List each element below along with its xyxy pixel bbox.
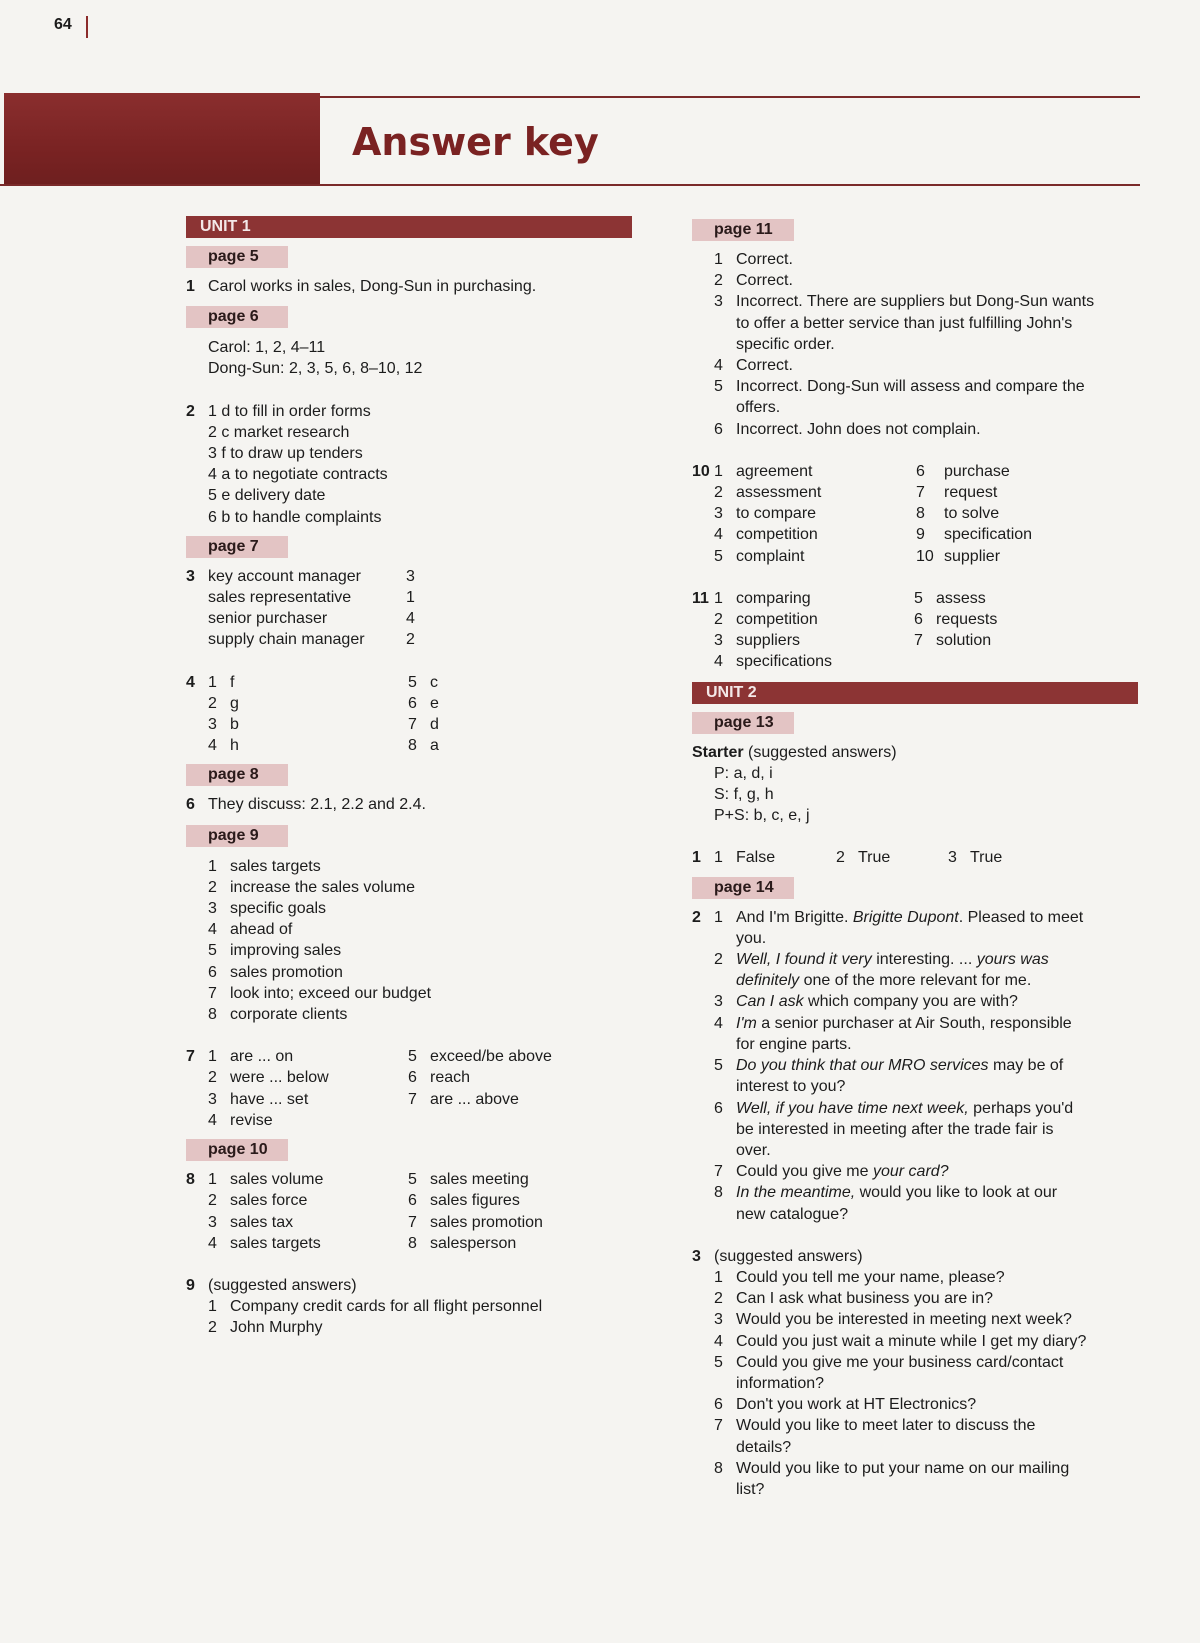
page-11-label: page 11 <box>692 219 794 241</box>
answer-3: 3 key account manager 3 sales representative 1 senior purchaser 4 supply chain manager 2 <box>186 567 415 649</box>
unit-1-heading: UNIT 1 <box>186 216 632 238</box>
answer-10: 10 1 agreement 6 purchase 2 assessment 7 request 3 to compare 8 to solve 4 competition 9 specification 5 complaint 10 supplier <box>692 462 1033 565</box>
page-number: 64 <box>54 16 72 33</box>
page-6-label: page 6 <box>186 306 288 328</box>
answer-11: 11 1 comparing 5 assess 2 competition 6 requests 3 suppliers 7 solution 4 specifications <box>692 589 998 671</box>
page-9-list: 1 sales targets 2 increase the sales volume 3 specific goals 4 ahead of 5 improving sales 6 sales promotion 7 look into; exceed our budget 8 corporate clients <box>208 857 432 1024</box>
page-14-label: page 14 <box>692 877 794 899</box>
page-9-label: page 9 <box>186 825 288 847</box>
unit-2-answer-2: 2 1 And I'm Brigitte. Brigitte Dupont. Pleased to meet you. 2 Well, I found it very interesting. ... yours was definitely one of the more relevant for me. 3 Can I ask which company you are with? 4 I'm a senior purchaser at Air South, responsible for engine parts. 5 Do you think that our MRO services may be of interest to you? 6 Well, if you have time next week, perhaps you'd be interested in meeting after the trade fair is over. 7 Could you give me your card? 8 In the meantime, would you like to look at our new catalogue? <box>692 908 1084 1223</box>
answer-9: 9 (suggested answers) 1 Company credit cards for all flight personnel 2 John Murphy <box>186 1276 543 1337</box>
answer-1: 1 Carol works in sales, Dong-Sun in purchasing. <box>186 278 537 295</box>
right-column <box>692 219 1138 1500</box>
unit-2-heading: UNIT 2 <box>692 682 1138 704</box>
answer-8: 8 1 sales volume 5 sales meeting 2 sales force 6 sales figures 3 sales tax 7 sales promotion 4 sales targets 8 salesperson <box>186 1171 543 1252</box>
starter: Starter (suggested answers) P: a, d, i S: f, g, h P+S: b, c, e, j <box>692 743 897 825</box>
unit-2-answer-1: 1 1 False 2 True 3 True <box>692 849 1003 867</box>
header-bottom-rule <box>0 184 1140 186</box>
page-11-list: 1 Correct. 2 Correct. 3 Incorrect. There are suppliers but Dong-Sun wants to offer a better service than just fulfilling John's specific order. 4 Correct. 5 Incorrect. Dong-Sun will assess and compare the offers. 6 Incorrect. John does not complain. <box>714 251 1095 438</box>
page-8-label: page 8 <box>186 764 288 786</box>
header-banner <box>4 93 320 185</box>
page-13-label: page 13 <box>692 712 794 734</box>
page-7-label: page 7 <box>186 536 288 558</box>
page-number-divider <box>86 16 88 38</box>
answer-7: 7 1 are ... on 5 exceed/be above 2 were ... below 6 reach 3 have ... set 7 are ... above 4 revise <box>186 1048 552 1129</box>
dongsun-line: Dong-Sun: 2, 3, 5, 6, 8–10, 12 <box>208 360 423 378</box>
page-title: Answer key <box>352 120 599 164</box>
page-5-label: page 5 <box>186 246 288 268</box>
answer-2: 2 1 d to fill in order forms 2 c market research 3 f to draw up tenders 4 a to negotiate contracts 5 e delivery date 6 b to handle complaints <box>186 402 388 526</box>
page-10-label: page 10 <box>186 1139 288 1161</box>
carol-line: Carol: 1, 2, 4–11 <box>208 339 326 357</box>
left-column <box>186 216 632 1339</box>
unit-2-answer-3: 3 (suggested answers) 1 Could you tell me your name, please? 2 Can I ask what business you are in? 3 Would you be interested in meeting next week? 4 Could you just wait a minute while I get my diary? 5 Could you give me your business card/contact information? 6 Don't you work at HT Electronics? 7 Would you like to meet later to discuss the details? 8 Would you like to put your name on our mailing list? <box>692 1247 1087 1498</box>
answer-4: 4 1 f 5 c 2 g 6 e 3 b 7 d 4 h 8 a <box>186 673 439 755</box>
header-top-rule <box>318 96 1140 98</box>
answer-6: 6 They discuss: 2.1, 2.2 and 2.4. <box>186 796 426 814</box>
